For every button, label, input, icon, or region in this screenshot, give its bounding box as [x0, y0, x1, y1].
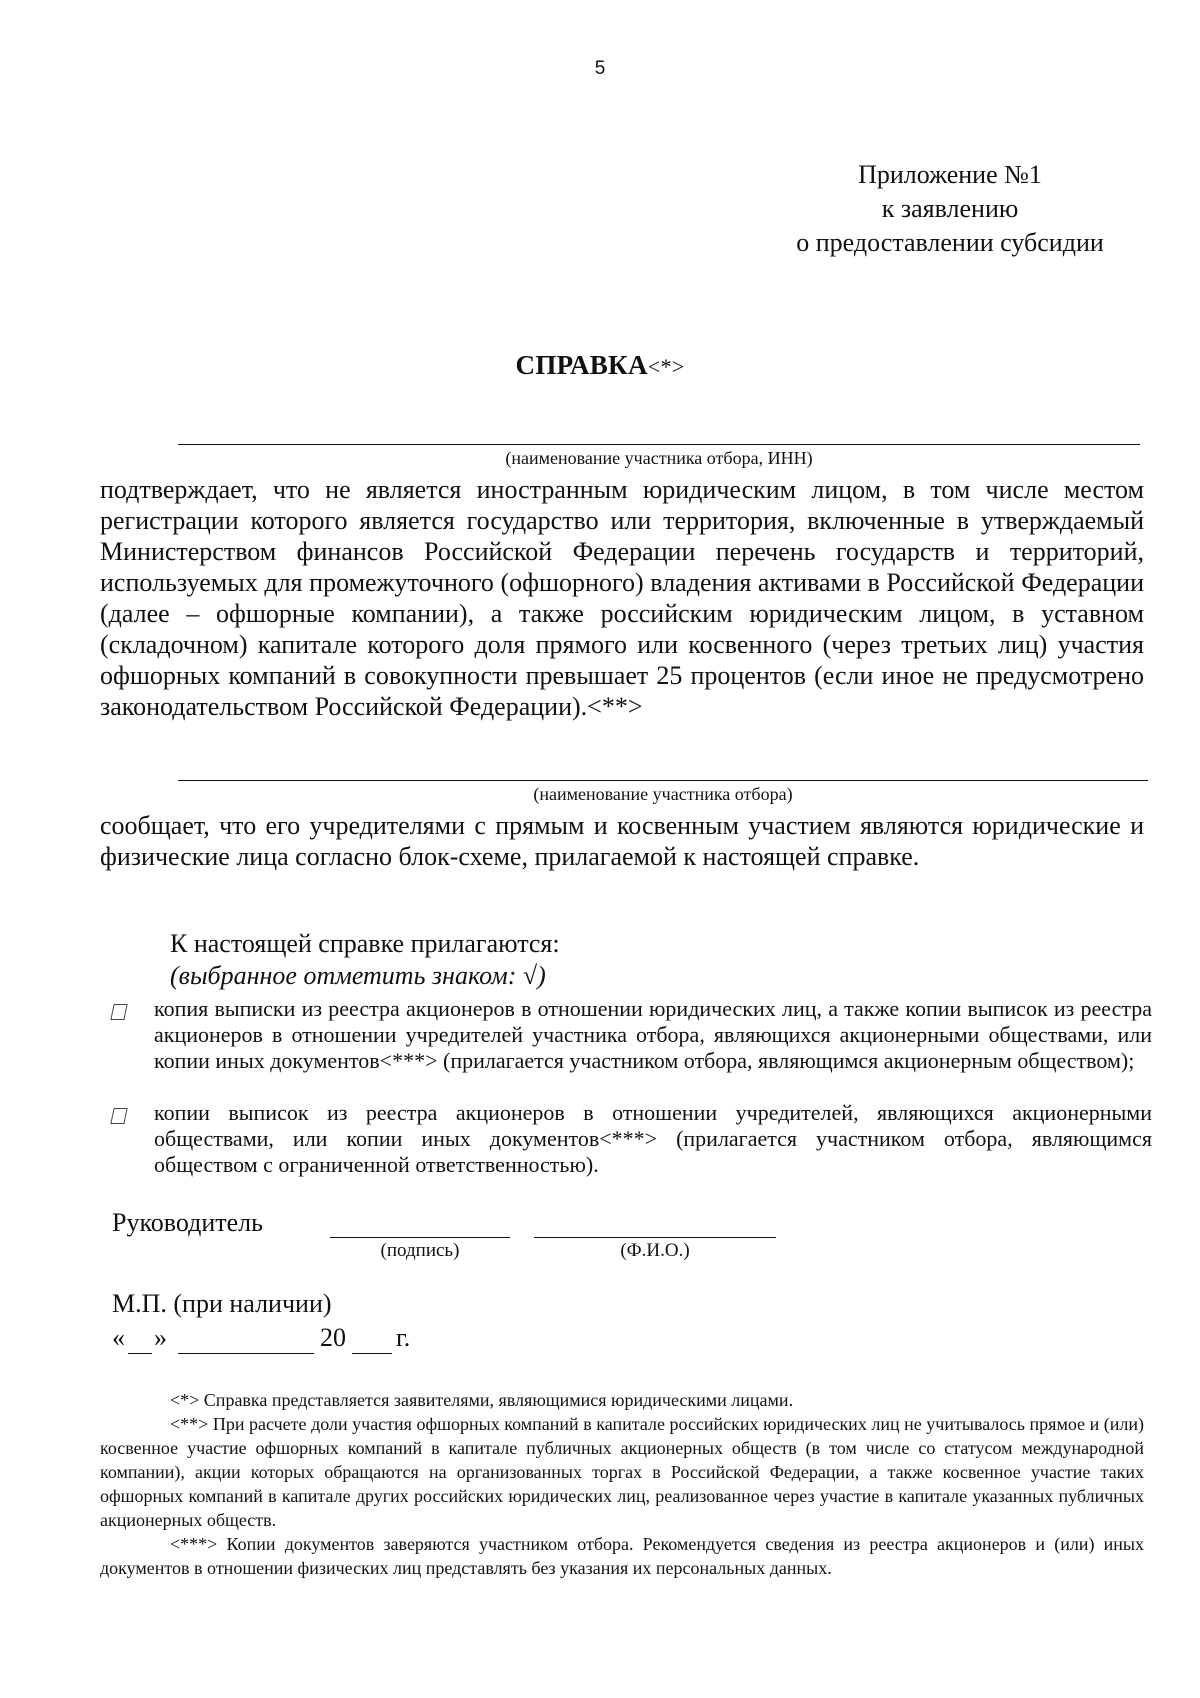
- full-name-line: [534, 1237, 776, 1238]
- participant-caption: (наименование участника отбора): [533, 784, 793, 804]
- participant-inn-line: [178, 444, 1140, 445]
- date-quote-close: »: [154, 1323, 167, 1352]
- footnote-2: <**> При расчете доли участия офшорных компаний в капитале российских юридических лиц не учитывалось прямое и (или) косвенное участие офшорных компаний в капитале публичных акционерных обществ (в том числе со статусом международной компании), акции которых обращаются на организованных торгах в Российской Федерации, а также косвенное участие таких офшорных компаний в капитале других российских юридических лиц, реализованное через участие в капитале указанных публичных акционерных обществ.: [100, 1414, 1144, 1530]
- document-title: [0, 350, 1200, 381]
- participant-inn-caption: (наименование участника отбора, ИНН): [505, 448, 813, 468]
- day-blank: [128, 1353, 152, 1354]
- founders-paragraph: сообщает, что его учредителями с прямым и косвенным участием являются юридические и физические лица согласно блок-схеме, прилагаемой к настоящей справке.: [100, 811, 1144, 871]
- full-name-caption: (Ф.И.О.): [620, 1240, 690, 1261]
- appendix-line-3: о предоставлении субсидии: [796, 228, 1104, 257]
- signature-caption: (подпись): [380, 1240, 460, 1261]
- title-text: СПРАВКА: [515, 350, 648, 380]
- confirmation-paragraph: подтверждает, что не является иностранным юридическим лицом, в том числе местом регистрации которого является государство или территория, включенные в утверждаемый Министерством финансов Российской Федерации перечень государств и территорий, используемых для промежуточного (офшорного) владения активами в Российской Федерации (далее – офшорные компании), а также российским юридическим лицом, в уставном (складочном) капитале которого доля прямого или косвенного (через третьих лиц) участия офшорных компаний в совокупности превышает 25 процентов (если иное не предусмотрено законодательством Российской Федерации).<**>: [100, 475, 1144, 721]
- date-quote-open: «: [112, 1323, 125, 1352]
- year-prefix: 20: [320, 1323, 346, 1352]
- title-footnote-mark: <*>: [647, 354, 685, 379]
- attachments-hint: (выбранное отметить знаком: √): [170, 961, 546, 990]
- stamp-label: М.П. (при наличии): [112, 1289, 332, 1318]
- attachments-heading: [170, 928, 560, 992]
- page-number: 5: [594, 58, 606, 79]
- attachment-item-1: [112, 996, 1152, 1074]
- signature-line: [330, 1237, 510, 1238]
- appendix-line-1: Приложение №1: [858, 160, 1042, 189]
- attachment-checkbox-1[interactable]: [110, 1004, 127, 1020]
- attachment-checkbox-2[interactable]: [110, 1108, 127, 1124]
- appendix-line-2: к заявлению: [881, 194, 1019, 223]
- participant-line: [178, 780, 1148, 781]
- attachments-heading-text: К настоящей справке прилагаются:: [170, 929, 560, 958]
- attachment-item-2: [112, 1100, 1152, 1178]
- footnotes: [100, 1388, 1144, 1580]
- signatory-role: Руководитель: [112, 1208, 263, 1237]
- year-blank: [352, 1353, 392, 1354]
- footnote-3: <***> Копии документов заверяются участником отбора. Рекомендуется сведения из реестра акционеров и (или) иных документов в отношении физических лиц представлять без указания их персональных данных.: [100, 1534, 1144, 1578]
- attachment-item-text: копия выписки из реестра акционеров в отношении юридических лиц, а также копии выписок из реестра акционеров в отношении учредителей участника отбора, являющихся акционерными обществами, или копии иных документов<***> (прилагается участником отбора, являющимся акционерным обществом);: [154, 996, 1152, 1073]
- month-blank: [178, 1353, 314, 1354]
- attachment-item-text: копии выписок из реестра акционеров в отношении учредителей, являющихся акционерными обществами, или копии иных документов<***> (прилагается участником отбора, являющимся обществом с ограниченной ответственностью).: [154, 1100, 1152, 1177]
- year-suffix: г.: [396, 1323, 411, 1352]
- footnote-1: <*> Справка представляется заявителями, являющимися юридическими лицами.: [170, 1390, 794, 1410]
- date-line: [112, 1323, 532, 1357]
- appendix-header: [720, 158, 1180, 260]
